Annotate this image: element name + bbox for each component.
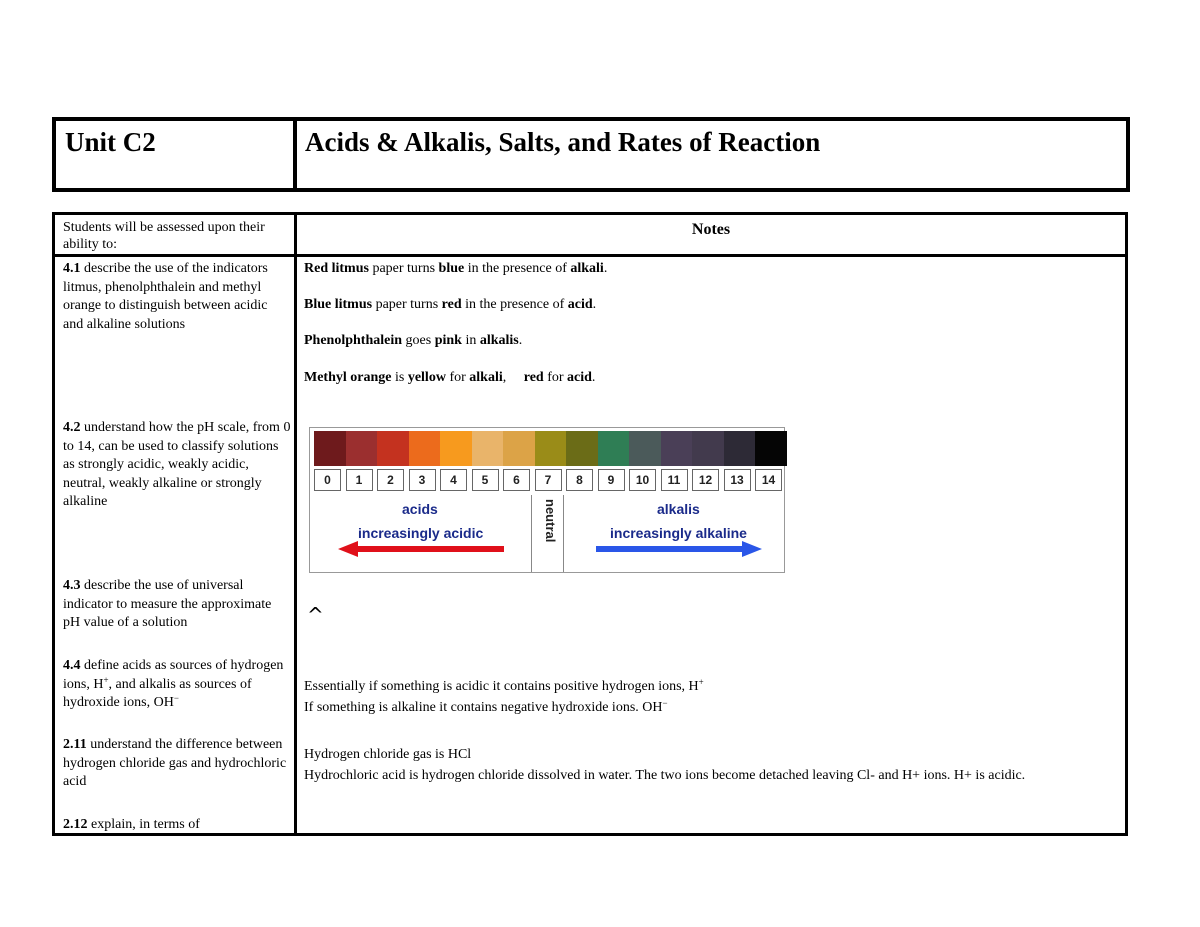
objective-4-2 bbox=[63, 419, 291, 512]
objective-text: explain, in terms of bbox=[87, 817, 200, 832]
note-bold: acid bbox=[567, 297, 593, 312]
ph-swatch-14 bbox=[755, 431, 787, 466]
note-text: paper turns bbox=[368, 261, 439, 276]
objective-number: 4.1 bbox=[63, 261, 81, 276]
ph-number-14: 14 bbox=[755, 469, 782, 491]
note-text: . bbox=[591, 370, 596, 385]
note-bold: acid bbox=[567, 370, 592, 385]
ph-swatch-6 bbox=[503, 431, 535, 466]
ph-number-0: 0 bbox=[314, 469, 341, 491]
ph-number-12: 12 bbox=[692, 469, 719, 491]
note-hydrogen-ions bbox=[304, 677, 704, 697]
note-text: . bbox=[592, 297, 597, 312]
objective-number: 4.4 bbox=[63, 658, 81, 673]
alkali-arrow-icon bbox=[596, 541, 762, 557]
acids-sublabel: increasingly acidic bbox=[358, 525, 484, 541]
ph-number-7: 7 bbox=[535, 469, 562, 491]
acids-label: acids bbox=[402, 501, 438, 517]
objectives-table bbox=[52, 212, 1128, 836]
superscript: + bbox=[103, 674, 109, 685]
caret-mark: ^ bbox=[307, 603, 324, 627]
objective-2-11 bbox=[63, 736, 291, 792]
ph-number-13: 13 bbox=[724, 469, 751, 491]
note-red-litmus bbox=[304, 259, 607, 279]
neutral-right-divider bbox=[563, 495, 564, 572]
objective-text: , and alkalis as sources of hydroxide ions, OH bbox=[63, 676, 252, 710]
note-blue-litmus bbox=[304, 295, 596, 315]
ph-number-8: 8 bbox=[566, 469, 593, 491]
note-text: . bbox=[603, 261, 608, 276]
note-phenolphthalein bbox=[304, 331, 522, 351]
neutral-label: neutral bbox=[543, 499, 558, 543]
note-methyl-orange bbox=[304, 368, 595, 388]
superscript: + bbox=[698, 677, 704, 687]
note-text: Essentially if something is acidic it contains positive hydrogen ions, H bbox=[304, 679, 699, 694]
note-bold: alkali bbox=[570, 261, 604, 276]
objective-4-1 bbox=[63, 260, 291, 334]
objective-text: define acids as sources of hydrogen ions, H bbox=[63, 658, 284, 692]
note-hydrochloric-acid: Hydrochloric acid is hydrogen chloride dissolved in water. The two ions become detached leaving Cl- and H+ ions. H+ is acidic. bbox=[304, 768, 1026, 783]
note-text: in the presence of bbox=[461, 297, 568, 312]
ph-number-6: 6 bbox=[503, 469, 530, 491]
note-bold: blue bbox=[438, 261, 465, 276]
objective-number: 4.3 bbox=[63, 578, 81, 593]
note-text: , bbox=[502, 370, 524, 385]
ph-swatch-7 bbox=[535, 431, 567, 466]
ph-swatch-2 bbox=[377, 431, 409, 466]
note-text: If something is alkaline it contains negative hydroxide ions. OH bbox=[304, 700, 663, 715]
header-table bbox=[52, 117, 1130, 192]
ph-number-10: 10 bbox=[629, 469, 656, 491]
note-text: goes bbox=[402, 333, 435, 348]
objective-text: understand how the pH scale, from 0 to 14, can be used to classify solutions as strongly acidic, weakly acidic, neutral, weakly alkaline or strongly alkaline bbox=[63, 420, 291, 509]
ph-number-11: 11 bbox=[661, 469, 688, 491]
objective-number: 2.11 bbox=[63, 737, 87, 752]
ph-swatch-5 bbox=[472, 431, 504, 466]
objective-4-4 bbox=[63, 657, 291, 713]
note-text: paper turns bbox=[372, 297, 442, 312]
ph-swatch-4 bbox=[440, 431, 472, 466]
note-bold: yellow bbox=[407, 370, 446, 385]
note-bold: pink bbox=[434, 333, 462, 348]
ph-swatch-12 bbox=[692, 431, 724, 466]
ph-scale-figure bbox=[309, 427, 785, 573]
ph-number-5: 5 bbox=[472, 469, 499, 491]
ph-swatch-10 bbox=[629, 431, 661, 466]
note-bold: alkali bbox=[469, 370, 503, 385]
acid-arrow-icon bbox=[338, 541, 506, 557]
ph-swatch-13 bbox=[724, 431, 756, 466]
note-bold: Blue litmus bbox=[304, 297, 373, 312]
note-bold: Methyl orange bbox=[304, 370, 392, 385]
note-hydroxide-ions bbox=[304, 698, 668, 718]
assessment-heading: Students will be assessed upon their ability to: bbox=[63, 220, 265, 252]
note-text: in bbox=[461, 333, 480, 348]
objective-2-12 bbox=[63, 816, 291, 835]
objective-4-3 bbox=[63, 577, 291, 633]
ph-swatch-0 bbox=[314, 431, 346, 466]
note-text: for bbox=[445, 370, 470, 385]
superscript: − bbox=[173, 693, 179, 703]
unit-code: Unit C2 bbox=[56, 121, 297, 188]
alkalis-sublabel: increasingly alkaline bbox=[610, 525, 747, 541]
ph-number-3: 3 bbox=[409, 469, 436, 491]
ph-swatch-11 bbox=[661, 431, 693, 466]
column-divider bbox=[294, 215, 297, 833]
alkalis-label: alkalis bbox=[657, 501, 700, 517]
objective-number: 4.2 bbox=[63, 420, 81, 435]
objective-text: describe the use of universal indicator to measure the approximate pH value of a solution bbox=[63, 578, 272, 630]
ph-number-1: 1 bbox=[346, 469, 373, 491]
ph-color-swatches bbox=[314, 431, 787, 466]
note-bold: Red litmus bbox=[304, 261, 369, 276]
ph-swatch-3 bbox=[409, 431, 441, 466]
objective-number: 2.12 bbox=[63, 817, 88, 832]
note-bold: red bbox=[523, 370, 544, 385]
note-text: for bbox=[543, 370, 568, 385]
note-text: is bbox=[391, 370, 408, 385]
note-hcl-gas: Hydrogen chloride gas is HCl bbox=[304, 747, 472, 762]
objective-text: understand the difference between hydrogen chloride gas and hydrochloric acid bbox=[63, 737, 287, 789]
note-bold: Phenolphthalein bbox=[304, 333, 403, 348]
objective-text: describe the use of the indicators litmus, phenolphthalein and methyl orange to distinguish between acidic and alkaline solutions bbox=[63, 261, 268, 332]
header-row-divider bbox=[55, 254, 1125, 257]
note-text: . bbox=[518, 333, 523, 348]
ph-number-row bbox=[314, 469, 787, 491]
note-text: in the presence of bbox=[464, 261, 571, 276]
ph-swatch-1 bbox=[346, 431, 378, 466]
note-bold: alkalis bbox=[479, 333, 519, 348]
superscript: − bbox=[662, 698, 668, 708]
ph-swatch-9 bbox=[598, 431, 630, 466]
ph-number-4: 4 bbox=[440, 469, 467, 491]
unit-title: Acids & Alkalis, Salts, and Rates of Reaction bbox=[305, 127, 821, 157]
note-bold: red bbox=[441, 297, 462, 312]
ph-swatch-8 bbox=[566, 431, 598, 466]
notes-heading: Notes bbox=[691, 221, 731, 238]
neutral-left-divider bbox=[531, 495, 532, 572]
ph-number-2: 2 bbox=[377, 469, 404, 491]
ph-number-9: 9 bbox=[598, 469, 625, 491]
